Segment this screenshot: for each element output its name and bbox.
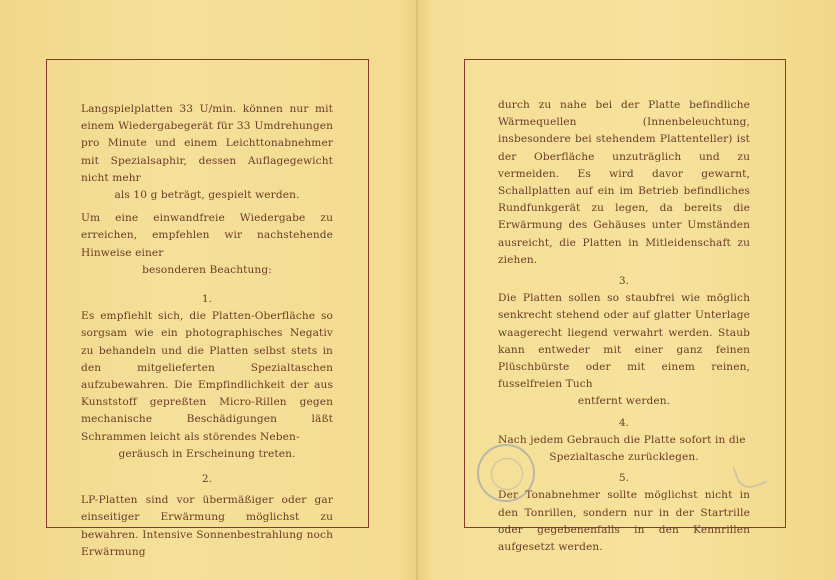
center-fold	[416, 0, 418, 580]
section-1-number: 1.	[201, 293, 213, 306]
section-5-text: Der Tonabnehmer sollte möglichst nicht in den Tonrillen, sondern nur in der Startrille oder gegebenenfalls in den Kennrillen aufgesetzt werden.	[498, 489, 750, 554]
right-page-text	[498, 97, 750, 556]
intro-paragraph-2: Um eine einwandfreie Wiedergabe zu erreichen, empfehlen wir nachstehende Hinweise einer	[81, 212, 333, 259]
section-4-end: Spezialtasche zurücklegen.	[549, 451, 699, 464]
left-page-text	[81, 101, 333, 561]
section-3-number: 3.	[618, 275, 630, 288]
section-4-number: 4.	[618, 416, 630, 429]
section-1-end: geräusch in Erscheinung treten.	[118, 447, 296, 460]
intro-paragraph-2-end: besonderen Beachtung:	[142, 263, 272, 276]
intro-paragraph-1: Langspielplatten 33 U/min. können nur mit einem Wiedergabegerät für 33 Umdrehungen pro Minute und einem Leichttonabnehmer mit Spezialsaphir, dessen Auflagegewicht nicht mehr	[81, 103, 333, 184]
continuation-paragraph: durch zu nahe bei der Platte befindliche Wärmequellen (Innenbeleuchtung, insbesondere bei stehendem Plattenteller) ist der Oberfläche unzuträglich und zu vermeiden. Es wird davor gewarnt, Schallplatten auf ein im Betrieb befindliches Rundfunkgerät zu legen, da bereits die Erwärmung des Gehäuses unter Umständen ausreicht, die Platten in Mitleidenschaft zu ziehen.	[498, 99, 750, 266]
faded-stamp	[477, 444, 535, 502]
left-page-panel	[46, 59, 369, 558]
section-2-number: 2.	[201, 473, 213, 486]
section-5-number: 5.	[618, 472, 630, 485]
section-3-end: entfernt werden.	[577, 395, 671, 408]
section-2-text: LP-Platten sind vor übermäßiger oder gar einseitiger Erwärmung möglichst zu bewahren. Intensive Sonnenbestrahlung noch Erwärmung	[81, 494, 333, 558]
section-4-text: Nach jedem Gebrauch die Platte sofort in die	[498, 433, 746, 446]
intro-paragraph-1-end: als 10 g beträgt, gespielt werden.	[114, 189, 300, 202]
section-1-text: Es empfiehlt sich, die Platten-Oberfläche so sorgsam wie ein photographisches Negativ zu behandeln und die Platten selbst stets in den mitgelieferten Spezialtaschen aufzubewahren. Die Empfindlichkeit der aus Kunststoff gepreßten Micro-Rillen gegen mechanische Beschädigungen läßt Schrammen leicht als störendes Neben-	[81, 310, 333, 443]
section-3-text: Die Platten sollen so staubfrei wie möglich senkrecht stehend oder auf glatter Unterlage waagerecht liegend verwahrt werden. Staub kann entweder mit einer ganz feinen Plüschbürste oder mit einem reinen, fusselfreien Tuch	[498, 292, 750, 391]
